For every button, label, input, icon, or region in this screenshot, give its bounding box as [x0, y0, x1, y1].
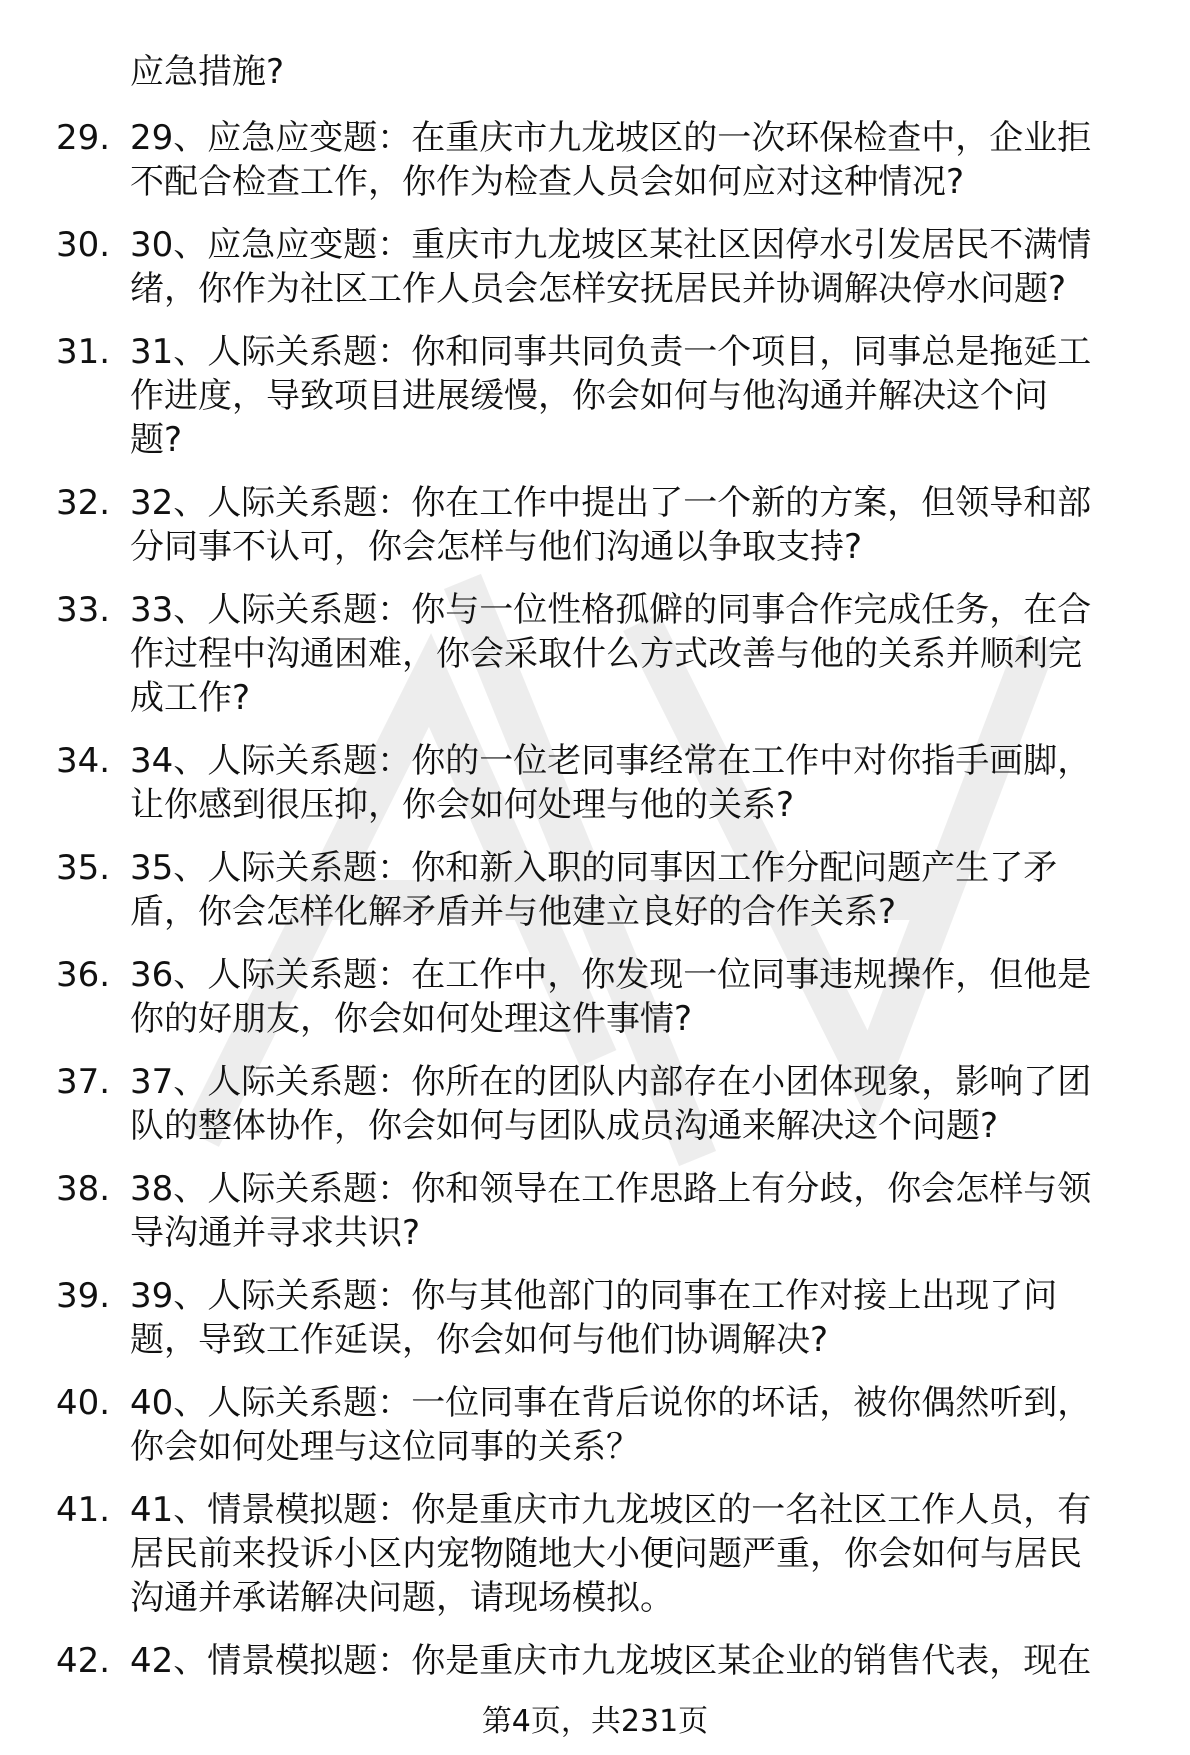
question-item: [0, 1274, 1190, 1362]
page-footer: 第4页，共231页: [481, 1704, 709, 1739]
question-text-line: 你会如何处理与这位同事的关系？: [130, 1427, 640, 1467]
question-text: [130, 1060, 1150, 1148]
question-text: [130, 1381, 1150, 1469]
question-number: 35.: [56, 848, 111, 888]
question-text-line: 36、人际关系题：在工作中，你发现一位同事违规操作，但他是: [130, 955, 1092, 995]
question-text-line: 作进度，导致项目进展缓慢，你会如何与他沟通并解决这个问: [130, 376, 1048, 416]
question-text-line: 绪，你作为社区工作人员会怎样安抚居民并协调解决停水问题?: [130, 269, 1067, 309]
question-item: [0, 1381, 1190, 1469]
question-item: [0, 1167, 1190, 1255]
question-text: [130, 330, 1150, 462]
question-text-line: 38、人际关系题：你和领导在工作思路上有分歧，你会怎样与领: [130, 1169, 1092, 1209]
question-list: [0, 116, 1190, 1702]
question-text: [130, 116, 1150, 204]
question-text-line: 题?: [130, 420, 183, 460]
question-text: [130, 481, 1150, 569]
question-item: [0, 116, 1190, 204]
question-text-line: 34、人际关系题：你的一位老同事经常在工作中对你指手画脚，: [130, 741, 1092, 781]
question-item: [0, 330, 1190, 462]
question-text: [130, 1167, 1150, 1255]
question-text-line: 居民前来投诉小区内宠物随地大小便问题严重，你会如何与居民: [130, 1534, 1082, 1574]
question-number: 41.: [56, 1490, 111, 1530]
question-text-line: 题，导致工作延误，你会如何与他们协调解决?: [130, 1320, 829, 1360]
question-text-line: 39、人际关系题：你与其他部门的同事在工作对接上出现了问: [130, 1276, 1058, 1316]
question-item: [0, 739, 1190, 827]
question-text-line: 盾，你会怎样化解矛盾并与他建立良好的合作关系?: [130, 892, 897, 932]
question-text: [130, 1488, 1150, 1620]
question-item: [0, 481, 1190, 569]
question-item: [0, 1488, 1190, 1620]
question-number: 40.: [56, 1383, 111, 1423]
question-text: [130, 588, 1150, 720]
question-text-line: 作过程中沟通困难，你会采取什么方式改善与他的关系并顺利完: [130, 634, 1082, 674]
question-number: 36.: [56, 955, 111, 995]
question-number: 37.: [56, 1062, 111, 1102]
question-text: [130, 953, 1150, 1041]
question-item: [0, 1060, 1190, 1148]
question-text-line: 成工作?: [130, 678, 251, 718]
question-item: [0, 953, 1190, 1041]
question-item: [0, 1639, 1190, 1683]
continued-question-text: 应急措施?: [130, 52, 285, 92]
question-number: 42.: [56, 1641, 111, 1681]
question-text-line: 导沟通并寻求共识?: [130, 1213, 421, 1253]
question-item: [0, 223, 1190, 311]
question-item: [0, 588, 1190, 720]
question-text-line: 32、人际关系题：你在工作中提出了一个新的方案，但领导和部: [130, 483, 1092, 523]
question-text-line: 35、人际关系题：你和新入职的同事因工作分配问题产生了矛: [130, 848, 1058, 888]
question-text-line: 队的整体协作，你会如何与团队成员沟通来解决这个问题?: [130, 1106, 999, 1146]
question-number: 29.: [56, 118, 111, 158]
question-item: [0, 846, 1190, 934]
question-text: [130, 223, 1150, 311]
question-text-line: 分同事不认可，你会怎样与他们沟通以争取支持?: [130, 527, 863, 567]
question-text-line: 你的好朋友，你会如何处理这件事情?: [130, 999, 693, 1039]
question-text: [130, 1274, 1150, 1362]
question-text-line: 37、人际关系题：你所在的团队内部存在小团体现象，影响了团: [130, 1062, 1092, 1102]
question-text-line: 42、情景模拟题：你是重庆市九龙坡区某企业的销售代表，现在: [130, 1641, 1092, 1681]
question-text-line: 33、人际关系题：你与一位性格孤僻的同事合作完成任务，在合: [130, 590, 1092, 630]
question-number: 39.: [56, 1276, 111, 1316]
question-text: [130, 739, 1150, 827]
question-text: [130, 846, 1150, 934]
question-text-line: 不配合检查工作，你作为检查人员会如何应对这种情况?: [130, 162, 965, 202]
question-text-line: 让你感到很压抑，你会如何处理与他的关系?: [130, 785, 795, 825]
question-text-line: 40、人际关系题：一位同事在背后说你的坏话，被你偶然听到，: [130, 1383, 1092, 1423]
question-number: 34.: [56, 741, 111, 781]
question-number: 32.: [56, 483, 111, 523]
question-number: 30.: [56, 225, 111, 265]
question-number: 38.: [56, 1169, 111, 1209]
question-text-line: 30、应急应变题：重庆市九龙坡区某社区因停水引发居民不满情: [130, 225, 1092, 265]
question-number: 31.: [56, 332, 111, 372]
question-text-line: 41、情景模拟题：你是重庆市九龙坡区的一名社区工作人员，有: [130, 1490, 1092, 1530]
question-text-line: 沟通并承诺解决问题，请现场模拟。: [130, 1578, 674, 1618]
question-number: 33.: [56, 590, 111, 630]
question-text-line: 31、人际关系题：你和同事共同负责一个项目，同事总是拖延工: [130, 332, 1092, 372]
question-text-line: 29、应急应变题：在重庆市九龙坡区的一次环保检查中，企业拒: [130, 118, 1092, 158]
question-text: [130, 1639, 1150, 1683]
